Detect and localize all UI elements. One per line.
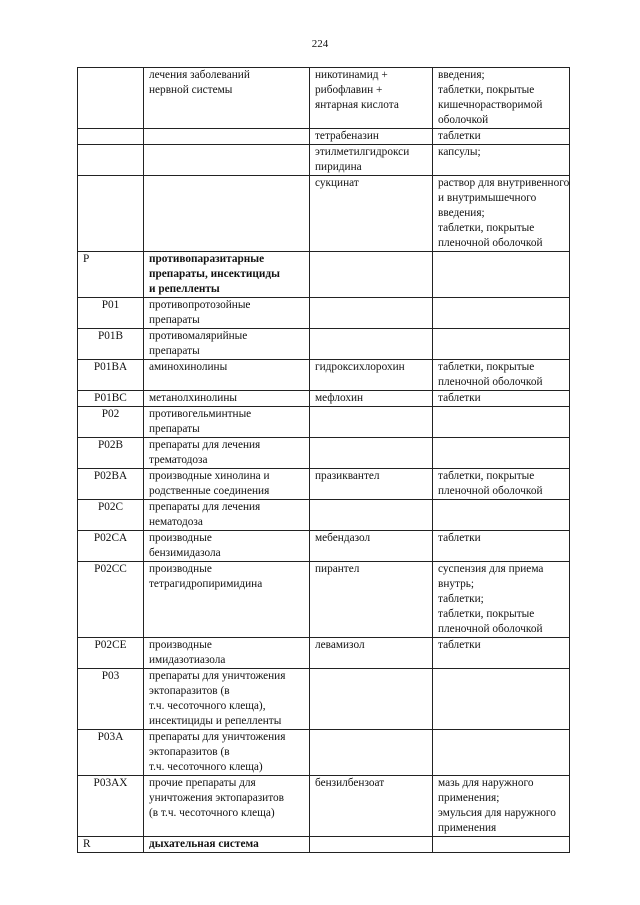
group-description-cell [144,730,310,776]
dosage-form-cell [433,469,570,500]
drug-name-line: гидроксихлорохин [315,361,405,373]
group-description-line: прочие препараты для [149,777,256,789]
atc-code-cell: P [78,252,144,298]
dosage-form-cell [433,407,570,438]
page-number: 224 [311,38,329,50]
table-row [78,638,570,669]
table-row [78,360,570,391]
dosage-form-cell [433,298,570,329]
dosage-form-line: применения; [438,792,500,804]
drug-name-cell [310,68,433,129]
dosage-form-line: применения [438,822,497,834]
group-description-cell [144,145,310,176]
dosage-form-line: таблетки, покрытые [438,608,535,620]
drug-name-line: мебендазол [315,532,371,544]
table-row [78,669,570,730]
table-row [78,500,570,531]
group-description-cell [144,129,310,145]
group-description-line: препараты для уничтожения [149,731,286,743]
dosage-form-cell [433,500,570,531]
drug-name-line: празиквантел [315,470,380,482]
atc-code-cell: P01BA [78,360,144,391]
drug-name-line: левамизол [315,639,365,651]
dosage-form-line: пленочной оболочкой [438,485,543,497]
atc-code-cell: P02B [78,438,144,469]
group-description-line: противопаразитарные [149,253,265,265]
group-description-cell [144,837,310,853]
dosage-form-line: оболочкой [438,114,489,126]
table-row [78,329,570,360]
group-description-line: эктопаразитов (в [149,685,230,697]
drug-name-line: никотинамид + [315,69,388,81]
drug-name-line: янтарная кислота [315,99,399,111]
atc-code-cell [78,145,144,176]
drug-name-cell [310,176,433,252]
dosage-form-line: пленочной оболочкой [438,376,543,388]
atc-code-cell: P03 [78,669,144,730]
dosage-form-cell [433,730,570,776]
drug-name-cell [310,329,433,360]
atc-code-cell: P02C [78,500,144,531]
group-description-line: производные [149,639,212,651]
drug-name-line: пиридина [315,161,362,173]
group-description-cell [144,360,310,391]
drug-name-cell [310,145,433,176]
dosage-form-cell [433,531,570,562]
dosage-form-cell [433,438,570,469]
dosage-form-line: внутрь; [438,578,475,590]
group-description-line: препараты [149,423,200,435]
drug-name-cell [310,438,433,469]
group-description-cell [144,329,310,360]
group-description-line: препараты для уничтожения [149,670,286,682]
dosage-form-cell [433,129,570,145]
atc-code-cell: P02CE [78,638,144,669]
dosage-form-line: таблетки, покрытые [438,361,535,373]
dosage-form-line: таблетки [438,392,481,404]
table-row [78,562,570,638]
atc-code-cell: P02CA [78,531,144,562]
group-description-line: аминохинолины [149,361,228,373]
group-description-cell [144,391,310,407]
group-description-cell [144,176,310,252]
group-description-line: препараты, инсектициды [149,268,280,280]
drug-name-line: пирантел [315,563,360,575]
group-description-cell [144,68,310,129]
group-description-cell [144,298,310,329]
atc-code-cell: P03A [78,730,144,776]
dosage-form-cell [433,669,570,730]
dosage-form-line: таблетки, покрытые [438,222,535,234]
group-description-line: противомалярийные [149,330,248,342]
dosage-form-line: таблетки [438,639,481,651]
drug-name-cell [310,669,433,730]
drug-name-cell [310,298,433,329]
group-description-line: нервной системы [149,84,233,96]
group-description-line: родственные соединения [149,485,270,497]
table-row [78,298,570,329]
group-description-line: препараты для лечения [149,501,261,513]
group-description-line: препараты [149,314,200,326]
group-description-line: уничтожения эктопаразитов [149,792,284,804]
atc-code-cell: P01 [78,298,144,329]
group-description-line: метанолхинолины [149,392,237,404]
group-description-line: производные [149,532,212,544]
dosage-form-line: капсулы; [438,146,481,158]
dosage-form-line: раствор для внутривенного [438,177,570,189]
dosage-form-line: таблетки [438,130,481,142]
atc-code-cell: P02BA [78,469,144,500]
drug-name-line: этилметилгидрокси [315,146,410,158]
table-row [78,391,570,407]
atc-code-cell [78,68,144,129]
group-description-line: противогельминтные [149,408,252,420]
group-description-line: бензимидазола [149,547,221,559]
group-description-line: препараты для лечения [149,439,261,451]
drug-name-cell [310,469,433,500]
atc-code-cell: P02 [78,407,144,438]
group-description-cell [144,562,310,638]
dosage-form-line: таблетки [438,532,481,544]
drug-name-cell [310,562,433,638]
table-row [78,145,570,176]
dosage-form-cell [433,638,570,669]
drug-name-cell [310,500,433,531]
dosage-form-line: таблетки, покрытые [438,470,535,482]
dosage-form-cell [433,837,570,853]
table-row [78,469,570,500]
table-row [78,730,570,776]
group-description-line: инсектициды и репелленты [149,715,282,727]
table-row [78,531,570,562]
group-description-cell [144,407,310,438]
drug-name-cell [310,360,433,391]
atc-code-cell: P03AX [78,776,144,837]
dosage-form-line: введения; [438,69,485,81]
drug-name-cell [310,531,433,562]
group-description-line: т.ч. чесоточного клеща), [149,700,266,712]
group-description-line: производные хинолина и [149,470,270,482]
group-description-line: трематодоза [149,454,208,466]
group-description-cell [144,638,310,669]
dosage-form-cell [433,391,570,407]
dosage-form-cell [433,329,570,360]
dosage-form-line: таблетки, покрытые [438,84,535,96]
dosage-form-cell [433,68,570,129]
drug-name-cell [310,129,433,145]
drug-table [77,67,570,853]
atc-code-cell: R [78,837,144,853]
table-row [78,252,570,298]
table-row [78,407,570,438]
atc-code-cell [78,176,144,252]
atc-code-cell [78,129,144,145]
table-row [78,837,570,853]
group-description-cell [144,776,310,837]
group-description-cell [144,438,310,469]
dosage-form-line: введения; [438,207,485,219]
dosage-form-cell [433,562,570,638]
dosage-form-line: суспензия для приема [438,563,544,575]
table-row [78,176,570,252]
table-row [78,438,570,469]
dosage-form-cell [433,776,570,837]
drug-name-line: мефлохин [315,392,364,404]
group-description-line: лечения заболеваний [149,69,250,81]
dosage-form-line: таблетки; [438,593,484,605]
group-description-line: эктопаразитов (в [149,746,230,758]
group-description-line: тетрагидропиримидина [149,578,263,590]
atc-code-cell: P02CC [78,562,144,638]
atc-code-cell: P01B [78,329,144,360]
drug-name-line: рибофлавин + [315,84,383,96]
group-description-line: производные [149,563,212,575]
group-description-line: имидазотиазола [149,654,226,666]
dosage-form-line: и внутримышечного [438,192,537,204]
drug-name-cell [310,638,433,669]
group-description-cell [144,669,310,730]
group-description-line: противопротозойные [149,299,251,311]
group-description-line: и репелленты [149,283,220,295]
group-description-line: препараты [149,345,200,357]
dosage-form-line: мазь для наружного [438,777,534,789]
table-body [78,68,570,853]
dosage-form-cell [433,145,570,176]
table-row [78,68,570,129]
dosage-form-line: пленочной оболочкой [438,623,543,635]
dosage-form-line: кишечнорастворимой [438,99,543,111]
group-description-cell [144,500,310,531]
dosage-form-line: эмульсия для наружного [438,807,556,819]
drug-name-cell [310,730,433,776]
group-description-cell [144,469,310,500]
dosage-form-cell [433,176,570,252]
group-description-line: нематодоза [149,516,203,528]
group-description-cell [144,531,310,562]
table-row [78,776,570,837]
drug-name-cell [310,776,433,837]
dosage-form-cell [433,360,570,391]
group-description-line: (в т.ч. чесоточного клеща) [149,807,275,819]
drug-name-cell [310,391,433,407]
drug-name-line: тетрабеназин [315,130,379,142]
group-description-cell [144,252,310,298]
dosage-form-cell [433,252,570,298]
drug-name-cell [310,837,433,853]
group-description-line: дыхательная система [149,838,259,850]
drug-name-line: бензилбензоат [315,777,385,789]
table-row [78,129,570,145]
atc-code-cell: P01BC [78,391,144,407]
drug-name-cell [310,252,433,298]
dosage-form-line: пленочной оболочкой [438,237,543,249]
drug-name-cell [310,407,433,438]
group-description-line: т.ч. чесоточного клеща) [149,761,263,773]
drug-name-line: сукцинат [315,177,359,189]
